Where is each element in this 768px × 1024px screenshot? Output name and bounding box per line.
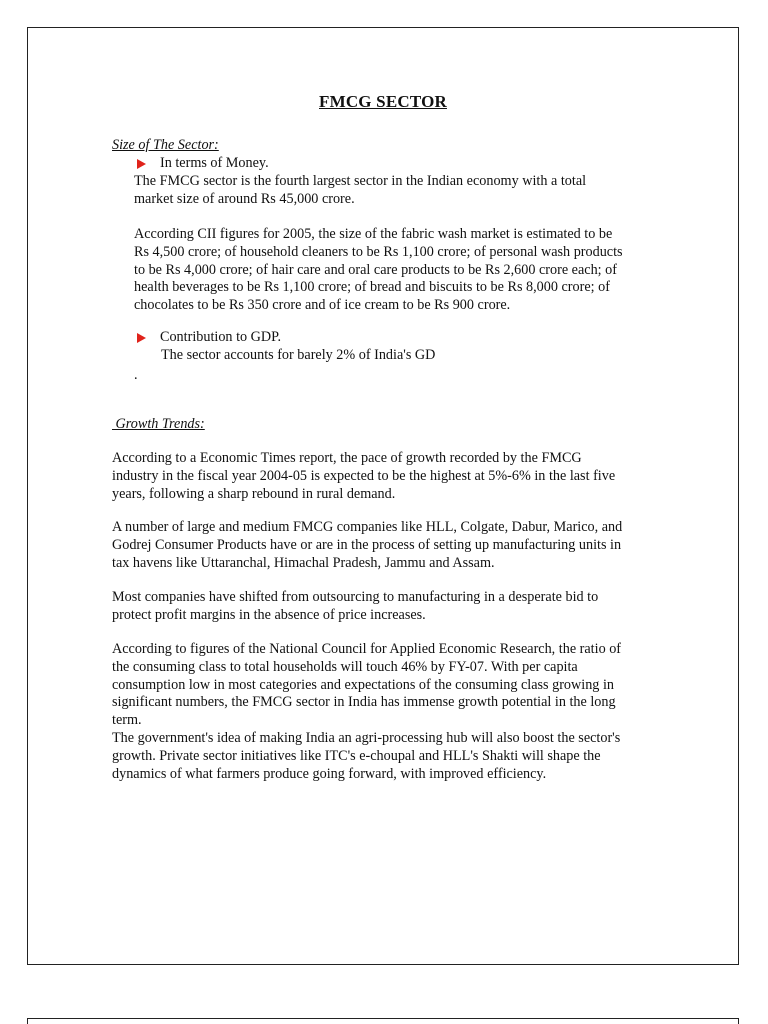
paragraph-cii-figures [134,226,623,315]
paragraph-economic-times [112,450,615,503]
document-page [27,27,739,965]
bullet-text: In terms of Money. [160,155,269,171]
text-line: According to a Economic Times report, the pace of growth recorded by the FMCG [112,450,582,466]
text-line: consumption low in most categories and expectations of the consuming class growing in [112,676,614,693]
text-line: term. [112,712,142,729]
text-line: growth. Private sector initiatives like ITC's e-choupal and HLL's Shakti will shape the [112,747,601,764]
arrowhead-bullet-icon [137,333,146,343]
text-line: Most companies have shifted from outsourcing to manufacturing in a desperate bid to [112,589,599,605]
text-line: Godrej Consumer Products have or are in the process of setting up manufacturing units in [112,536,622,553]
paragraph-gdp: The sector accounts for barely 2% of India's GD [161,347,436,363]
text-line: According CII figures for 2005, the size of the fabric wash market is estimated to be [134,226,613,242]
paragraph-companies [112,519,622,572]
text-line: the consuming class to total households will touch 46% by FY-07. With per capita [112,658,578,675]
document-title: FMCG SECTOR [319,92,447,111]
bullet-item-money [137,155,269,173]
stray-dot: . [134,367,138,383]
paragraph-ncaer [112,641,621,783]
arrowhead-bullet-icon [137,159,146,169]
text-line: tax havens like Uttaranchal, Himachal Pradesh, Jammu and Assam. [112,554,495,571]
text-line: health beverages to be Rs 1,100 crore; of bread and biscuits to be Rs 8,000 crore; of [134,279,610,296]
section-heading-size: Size of The Sector: [112,137,219,153]
text-line: The FMCG sector is the fourth largest sector in the Indian economy with a total [134,173,587,189]
text-line: According to figures of the National Council for Applied Economic Research, the ratio of [112,641,622,657]
text-line: to be Rs 4,000 crore; of hair care and oral care products to be Rs 2,600 crore each; of [134,261,617,278]
next-page-edge [27,1018,739,1024]
text-line: chocolates to be Rs 350 crore and of ice cream to be Rs 900 crore. [134,297,511,314]
text-line: dynamics of what farmers produce going forward, with improved efficiency. [112,765,547,782]
section-heading-growth: Growth Trends: [112,416,205,432]
text-line: Rs 4,500 crore; of household cleaners to be Rs 1,100 crore; of personal wash products [134,243,623,260]
text-line: industry in the fiscal year 2004-05 is expected to be the highest at 5%-6% in the last five [112,467,616,484]
text-line: A number of large and medium FMCG companies like HLL, Colgate, Dabur, Marico, and [112,519,623,535]
paragraph-outsourcing [112,589,598,625]
text-line: protect profit margins in the absence of price increases. [112,606,426,623]
text-line: market size of around Rs 45,000 crore. [134,190,355,207]
text-line: years, following a sharp rebound in rural demand. [112,485,396,502]
text-line: significant numbers, the FMCG sector in India has immense growth potential in the long [112,694,616,711]
text-line: The government's idea of making India an agri-processing hub will also boost the sector's [112,729,621,746]
bullet-text: Contribution to GDP. [160,329,282,345]
paragraph-market-size [134,173,586,209]
bullet-item-gdp [137,329,281,347]
